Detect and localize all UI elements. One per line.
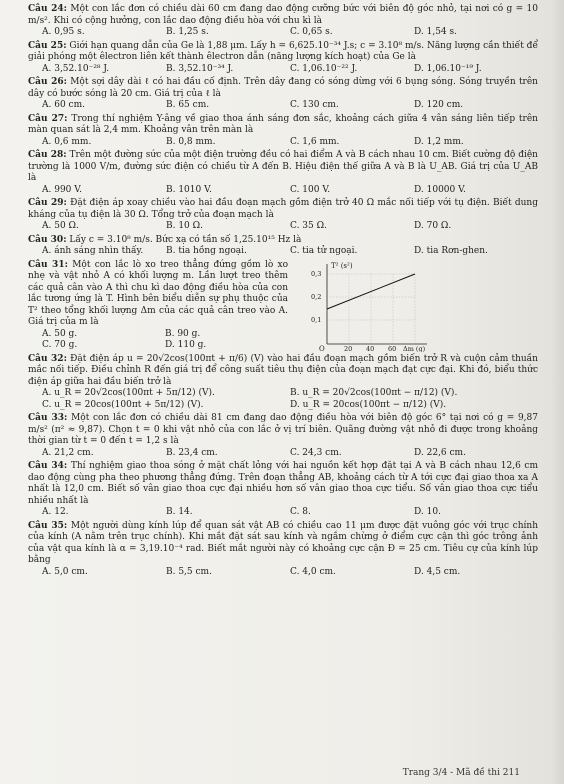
question-26-label: Câu 26:: [28, 77, 67, 87]
t2-vs-mass-graph: [311, 260, 431, 352]
question-35-options: [42, 567, 538, 579]
graph-xtick-2: 40: [366, 344, 375, 352]
question-25-options: [42, 64, 538, 76]
graph-ytick-2: 0,2: [311, 292, 322, 301]
questions-block-1: [28, 4, 538, 258]
option-a[interactable]: A. 0,95 s.: [42, 27, 85, 37]
question-31: [28, 260, 538, 352]
option-d[interactable]: D. 10.: [414, 507, 441, 517]
question-31-text: [28, 260, 288, 329]
question-29: [28, 198, 538, 233]
question-33-text: [28, 413, 538, 448]
question-30-options: [42, 246, 538, 258]
option-d[interactable]: D. 110 g.: [165, 340, 207, 350]
question-34-body: Thí nghiệm giao thoa sóng ở mặt chất lỏng với hai nguồn kết hợp đặt tại A và B cách nhau 12,6 cm dao động cùng pha theo phương thẳng đứng. Trên đoạn thẳng AB, khoảng cách từ A tới cực đại giao thoa xa A nhất là 12,0 cm. Biết số vân giao thoa cực đại nhiều hơn số vân giao thoa cực tiểu. Số vân giao thoa cực tiểu nhiều nhất là: [28, 461, 538, 506]
question-30-label: Câu 30:: [28, 234, 67, 245]
graph-grid: [327, 274, 415, 344]
option-a[interactable]: A. 50 Ω.: [42, 221, 79, 231]
question-35-body: Một người dùng kính lúp để quan sát vật AB có chiều cao 11 μm được đặt vuông góc với trục chính của kính (A nằm trên trục chính). Khi mắt đặt sát sau kính và ngắm chừng ở điểm cực cận thì góc trông ảnh của vật qua kính là α = 3,19.10⁻⁴ rad. Biết mắt người này có khoảng cực cận Đ = 25 cm. Tiêu cự của kính lúp bằng: [28, 520, 538, 565]
question-29-label: Câu 29:: [28, 198, 67, 208]
option-b[interactable]: B. 65 cm.: [166, 100, 210, 110]
question-28-body: Trên một đường sức của một điện trường đều có hai điểm A và B cách nhau 10 cm. Biết cường độ điện trường là 1000 V/m, đường sức điện có chiều từ A đến B. Hiệu điện thế giữa A và B là U_AB. Giá trị của U_AB là: [28, 150, 538, 183]
option-a[interactable]: A. 990 V.: [42, 184, 83, 195]
page-footer: Trang 3/4 - Mã đề thi 211: [402, 768, 520, 778]
question-33-label: Câu 33:: [28, 413, 68, 423]
graph-ytick-3: 0,1: [311, 315, 322, 324]
option-b[interactable]: B. 3,52.10⁻³⁴ J.: [166, 63, 234, 74]
question-27-text: [28, 114, 538, 137]
option-d[interactable]: D. 22,6 cm.: [414, 447, 466, 458]
option-d[interactable]: D. u_R = 20cos(100πt − π/12) (V).: [290, 399, 447, 410]
question-32-options: [42, 388, 538, 411]
graph-origin: O: [319, 344, 325, 352]
graph-xtick-3: 60: [388, 344, 397, 352]
option-c[interactable]: C. 70 g.: [42, 340, 78, 350]
option-d[interactable]: D. 4,5 cm.: [414, 566, 461, 577]
option-d[interactable]: D. 1,54 s.: [414, 27, 457, 37]
question-27-label: Câu 27:: [28, 113, 68, 124]
graph-ytick-1: 0,3: [311, 269, 322, 278]
question-33: [28, 413, 538, 459]
question-25-text: [28, 41, 538, 64]
question-35-label: Câu 35:: [28, 520, 68, 531]
question-35-text: [28, 521, 538, 567]
option-b[interactable]: B. 14.: [166, 507, 193, 517]
question-25: [28, 41, 538, 76]
option-c[interactable]: C. 4,0 cm.: [290, 566, 336, 577]
question-32-body: Đặt điện áp u = 20√2cos(100πt + π/6) (V) vào hai đầu đoạn mạch gồm biến trở R và cuộn cảm thuần mắc nối tiếp. Điều chỉnh R đến giá trị để công suất tiêu thụ điện của đoạn mạch đạt cực đại. Khi đó, biểu thức điện áp giữa hai đầu biến trở là: [28, 353, 538, 387]
question-26-text: [28, 77, 538, 100]
option-a[interactable]: A. 50 g.: [42, 328, 78, 339]
question-35: [28, 521, 538, 579]
option-b[interactable]: B. 5,5 cm.: [166, 566, 212, 577]
option-d[interactable]: D. 10000 V.: [414, 184, 466, 195]
question-24: [28, 4, 538, 39]
option-c[interactable]: C. u_R = 20cos(100πt + 5π/12) (V).: [42, 399, 204, 410]
question-30: [28, 235, 538, 258]
option-c[interactable]: C. 35 Ω.: [290, 221, 327, 231]
question-26-options: [42, 100, 538, 112]
option-c[interactable]: C. 24,3 cm.: [290, 447, 342, 458]
question-24-body: Một con lắc đơn có chiều dài 60 cm đang dao động cưỡng bức với biên độ góc nhỏ, tại nơi có g = 10 m/s². Khi có cộng hưởng, con lắc dao động điều hòa với chu kì là: [28, 4, 538, 26]
question-28-text: [28, 150, 538, 185]
option-a[interactable]: A. 21,2 cm.: [42, 447, 94, 458]
question-34-text: [28, 461, 538, 507]
question-31-options: [42, 329, 288, 352]
page-edge-shadow: [550, 0, 564, 784]
option-c[interactable]: C. 1,06.10⁻²² J.: [290, 63, 358, 74]
question-28-label: Câu 28:: [28, 150, 67, 160]
question-24-options: [42, 27, 538, 39]
question-34-label: Câu 34:: [28, 461, 68, 471]
option-c[interactable]: C. 1,6 mm.: [290, 136, 340, 147]
question-28: [28, 150, 538, 196]
option-b[interactable]: B. 23,4 cm.: [166, 447, 218, 458]
option-a[interactable]: A. 60 cm.: [42, 100, 85, 110]
option-a[interactable]: A. 12.: [42, 507, 69, 517]
question-33-body: Một con lắc đơn có chiều dài 81 cm đang dao động điều hòa với biên độ góc 6° tại nơi có g = 9,87 m/s² (π² ≈ 9,87). Chọn t = 0 khi vật nhỏ của con lắc ở vị trí biên. Quãng đường vật nhỏ đi được trong khoảng thời gian từ t = 0 đến t = 1,2 s là: [28, 413, 538, 446]
option-d[interactable]: D. tia Rơn-ghen.: [414, 246, 488, 256]
option-c[interactable]: C. tia tử ngoại.: [290, 246, 358, 256]
graph-ylabel: T² (s²): [331, 261, 353, 270]
graph-xtick-1: 20: [344, 344, 353, 352]
question-30-body: Lấy c = 3.10⁸ m/s. Bức xạ có tần số 1,25.10¹⁵ Hz là: [69, 234, 302, 245]
option-c[interactable]: C. 0,65 s.: [290, 27, 333, 37]
question-27: [28, 114, 538, 149]
option-a[interactable]: A. ánh sáng nhìn thấy.: [42, 246, 144, 256]
question-27-body: Trong thí nghiệm Y-âng về giao thoa ánh sáng đơn sắc, khoảng cách giữa 4 vân sáng liên tiếp trên màn quan sát là 2,4 mm. Khoảng vân trên màn là: [28, 113, 538, 135]
option-a[interactable]: A. u_R = 20√2cos(100πt + 5π/12) (V).: [42, 388, 215, 398]
option-d[interactable]: D. 1,06.10⁻¹⁹ J.: [414, 63, 482, 74]
option-c[interactable]: C. 100 V.: [290, 184, 331, 195]
question-30-text: [28, 235, 538, 247]
option-c[interactable]: C. 8.: [290, 507, 311, 517]
question-25-body: Giới hạn quang dẫn của Ge là 1,88 μm. Lấy h = 6,625.10⁻³⁴ J.s; c = 3.10⁸ m/s. Năng lượng cần thiết để giải phóng một êlectron liên kết thành êlectron dẫn (năng lượng kích hoạt) của Ge là: [28, 40, 538, 62]
question-32-label: Câu 32:: [28, 353, 67, 364]
option-b[interactable]: B. 1010 V.: [166, 184, 212, 195]
option-b[interactable]: B. u_R = 20√2cos(100πt − π/12) (V).: [290, 388, 458, 398]
option-d[interactable]: D. 120 cm.: [414, 100, 464, 110]
question-29-text: [28, 198, 538, 221]
option-b[interactable]: B. 0,8 mm.: [166, 136, 216, 147]
questions-block-2: [28, 413, 538, 578]
option-a[interactable]: A. 0,6 mm.: [42, 136, 92, 147]
question-34: [28, 461, 538, 519]
option-c[interactable]: C. 130 cm.: [290, 100, 339, 110]
question-34-options: [42, 507, 538, 519]
question-26-body: Một sợi dây dài ℓ có hai đầu cố định. Trên dây đang có sóng dừng với 6 bụng sóng. Sóng truyền trên dây có bước sóng là 20 cm. Giá trị của ℓ là: [28, 77, 538, 99]
question-31-text-wrap: [28, 260, 288, 352]
question-31-label: Câu 31:: [28, 259, 68, 270]
option-d[interactable]: D. 1,2 mm.: [414, 136, 464, 147]
question-25-label: Câu 25:: [28, 40, 67, 51]
option-b[interactable]: B. 1,25 s.: [166, 27, 209, 37]
option-a[interactable]: A. 5,0 cm.: [42, 566, 88, 577]
question-28-options: [42, 185, 538, 197]
exam-content: [28, 4, 538, 580]
question-24-label: Câu 24:: [28, 4, 68, 14]
question-32-text: [28, 354, 538, 389]
question-31-body: Một con lắc lò xo treo thẳng đứng gồm lò xo nhẹ và vật nhỏ A có khối lượng m. Lần lượt treo thêm các quả cân vào A thì chu kì dao động điều hòa của con lắc tương ứng là T. Hình bên biểu diễn sự phụ thuộc của T² theo tổng khối lượng Δm của các quả cân treo vào A. Giá trị của m là: [28, 259, 288, 327]
question-27-options: [42, 137, 538, 149]
question-26: [28, 77, 538, 112]
question-32: [28, 354, 538, 412]
option-d[interactable]: D. 70 Ω.: [414, 221, 452, 231]
graph-xlabel: Δm (g): [403, 344, 426, 352]
question-33-options: [42, 448, 538, 460]
option-b[interactable]: B. 10 Ω.: [166, 221, 203, 231]
option-a[interactable]: A. 3,52.10⁻²⁸ J.: [42, 63, 110, 74]
option-b[interactable]: B. tia hồng ngoại.: [166, 246, 247, 256]
question-24-text: [28, 4, 538, 27]
question-29-body: Đặt điện áp xoay chiều vào hai đầu đoạn mạch gồm điện trở 40 Ω mắc nối tiếp với tụ điện. Biết dung kháng của tụ điện là 30 Ω. Tổng trở của đoạn mạch là: [28, 198, 538, 220]
question-29-options: [42, 221, 538, 233]
option-b[interactable]: B. 90 g.: [165, 328, 201, 339]
